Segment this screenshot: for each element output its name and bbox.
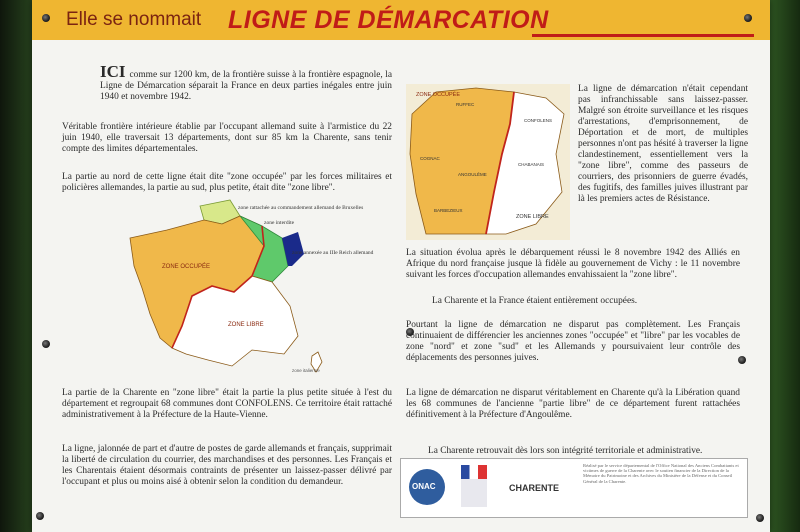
clandestine-paragraph: La ligne de démarcation n'était cependant pas infranchissable sans laissez-passer. Malgré son étroite surveillance et les risques d'arrestations, d'emprisonnement, de Déportation et de mort, de multiples personnes n'ont pas hésité à traverser la ligne clandestinement, essentiellement vers la "zone libre", comme des passeurs de courriers, des prisonniers de guerre évadés, des fugitifs, des familles juives illustrant par là les premiers actes de Résistance. <box>578 84 748 204</box>
map-label-italie: zone italienne <box>292 368 320 373</box>
charente-libre-paragraph: La partie de la Charente en "zone libre" était la partie la plus petite située à l'est du département et regroupait 68 communes dont CONFOLENS. Ce territoire était rattaché administrativement à la Préfecture de la Haute-Vienne. <box>62 388 392 420</box>
ici-word: ICI <box>100 62 126 81</box>
town-barbezieux: BARBEZIEUX <box>434 208 463 213</box>
intro-text: comme sur 1200 km, de la frontière suisse à la frontière espagnole, la Ligne de Démarcation séparait la France en deux parties inégales entre juin 1940 et novembre 1942. <box>100 70 392 102</box>
onac-logo-text: ONAC <box>412 482 436 491</box>
header-title: LIGNE DE DÉMARCATION <box>228 6 549 34</box>
town-angouleme: ANGOULÊME <box>458 172 487 177</box>
liberation-paragraph: La ligne de démarcation ne disparut véritablement en Charente qu'à la Libération quand les 68 communes de l'ancienne "partie libre" de ce département furent rattachées définitivement à la Préfecture d'Angoulême. <box>406 388 740 420</box>
header-underline <box>532 34 754 37</box>
integrity-line: La Charente retrouvait dès lors son intégrité territoriale et administrative. <box>428 446 703 456</box>
map-label-libre: ZONE LIBRE <box>228 322 264 328</box>
screw <box>42 14 50 22</box>
charente-label-occupee: ZONE OCCUPÉE <box>416 92 461 98</box>
charente-label-libre: ZONE LIBRE <box>516 214 549 220</box>
legend-interdite: zone interdite <box>264 220 295 226</box>
town-ruffec: RUFFEC <box>456 102 475 107</box>
town-confolens: CONFOLENS <box>524 118 553 123</box>
november-1942-paragraph: La situation évolua après le débarquement réussi le 8 novembre 1942 des Alliés en Afrique du nord française jusque là fidèle au gouvernement de Vichy : le 11 novembre suivant les forces d'occupation allemandes envahissaient la "zone libre". <box>406 248 740 280</box>
republique-logo-icon <box>461 465 487 507</box>
armistice-paragraph: Véritable frontière intérieure établie par l'occupant allemand suite à l'armistice du 22 juin 1940, elle traversait 13 départements, dont sur 85 km la Charente, sans tenir compte des limites départementales. <box>62 122 392 154</box>
entirely-occupied-line: La Charente et la France étaient entièrement occupées. <box>432 296 638 306</box>
town-cognac: COGNAC <box>420 156 440 161</box>
zones-paragraph: La partie au nord de cette ligne était dite "zone occupée" par les forces militaires et policières allemandes, la partie au sud, plus petite, était dite "zone libre". <box>62 172 392 193</box>
information-board <box>32 0 770 532</box>
screw <box>744 14 752 22</box>
legend-annexee: zone annexée au IIIe Reich allemand <box>292 250 374 256</box>
france-zones-map <box>112 196 382 386</box>
town-chabanais: CHABANAIS <box>518 162 545 167</box>
onac-logo-icon <box>409 469 445 505</box>
header-prefix: Elle se nommait <box>66 9 202 30</box>
board-header <box>32 0 770 40</box>
continued-line-paragraph: Pourtant la ligne de démarcation ne disparut pas complètement. Les Français continuaient de différencier les anciennes zones "occupée" et "libre" par les vocables de zone "nord" et zone "sud" et les Allemands y poursuivaient leur contrôle des déplacements des personnes juives. <box>406 320 740 363</box>
screw <box>756 514 764 522</box>
map-label-occupee: ZONE OCCUPÉE <box>162 264 211 270</box>
charente-logo: CHARENTE <box>509 483 560 493</box>
screw <box>36 512 44 520</box>
legend-bruxelles: zone rattachée au commandement allemand de Bruxelles <box>238 205 364 211</box>
sponsor-footer <box>400 458 748 518</box>
credits-text: Réalisé par le service départemental de l'Office National des Anciens Combattants et victimes de guerre de la Charente avec le soutien financier de la Direction de la Mémoire du Patrimoine et des Archives du Ministère de la Défense et du Conseil Général de la Charente. <box>583 463 739 484</box>
intro-paragraph <box>100 62 392 103</box>
screw <box>42 340 50 348</box>
charente-map <box>406 84 570 240</box>
laissez-passer-paragraph: La ligne, jalonnée de part et d'autre de postes de garde allemands et français, supprimait la liberté de circulation du courrier, des marchandises et des personnes. Les Français et les Charentais étaient désormais contraints de présenter un laissez-passer délivré par l'occupant et plus ou moins aisé à obtenir selon la condition du demandeur. <box>62 444 392 487</box>
